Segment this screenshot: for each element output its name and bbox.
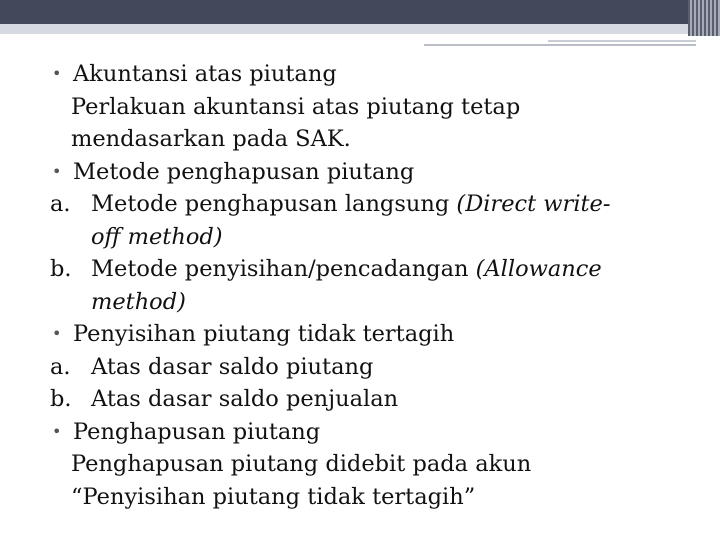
item-text: Metode penyisihan/pencadangan (91, 256, 476, 282)
lettered-item-continuation (50, 221, 690, 254)
body-text-line (50, 448, 690, 481)
item-italic-text: (Allowance (475, 256, 602, 282)
body-text: mendasarkan pada SAK. (71, 126, 351, 152)
item-italic-text: (Direct write- (456, 191, 611, 217)
letter-marker: b. (50, 256, 72, 282)
slide-header-bar (0, 0, 720, 24)
accent-line (424, 44, 696, 46)
bullet-text: Penghapusan piutang (73, 418, 321, 445)
slide-header-band (0, 24, 720, 34)
body-text-line (50, 123, 690, 156)
letter-marker: b. (50, 386, 72, 412)
lettered-item-continuation (50, 286, 690, 319)
item-text: Atas dasar saldo piutang (91, 353, 374, 380)
item-text: Metode penghapusan langsung (91, 191, 457, 217)
bullet-item (50, 156, 690, 189)
body-text-line (50, 481, 690, 514)
lettered-item (50, 253, 690, 286)
bullet-marker: • (52, 161, 62, 181)
bullet-text: Metode penghapusan piutang (73, 158, 415, 185)
lettered-item (50, 351, 690, 384)
bullet-item (50, 318, 690, 351)
bullet-item (50, 58, 690, 91)
slide-body (50, 58, 690, 513)
letter-marker: a. (50, 353, 71, 380)
bullet-text: Penyisihan piutang tidak tertagih (73, 321, 455, 347)
lettered-item (50, 188, 690, 221)
body-text-line (50, 91, 690, 124)
body-text: Penghapusan piutang didebit pada akun (71, 451, 532, 477)
bullet-marker: • (52, 64, 62, 83)
header-stripes-decoration (688, 0, 720, 36)
bullet-text: Akuntansi atas piutang (73, 61, 337, 87)
lettered-item (50, 383, 690, 416)
letter-marker: a. (50, 191, 71, 217)
item-text: Atas dasar saldo penjualan (91, 386, 399, 412)
bullet-marker: • (52, 421, 62, 441)
item-italic-text: off method) (91, 223, 223, 250)
bullet-marker: • (52, 324, 62, 343)
accent-line (548, 40, 696, 42)
body-text: Perlakuan akuntansi atas piutang tetap (71, 93, 521, 120)
body-text: “Penyisihan piutang tidak tertagih” (71, 483, 476, 510)
item-italic-text: method) (91, 288, 186, 315)
bullet-item (50, 416, 690, 449)
